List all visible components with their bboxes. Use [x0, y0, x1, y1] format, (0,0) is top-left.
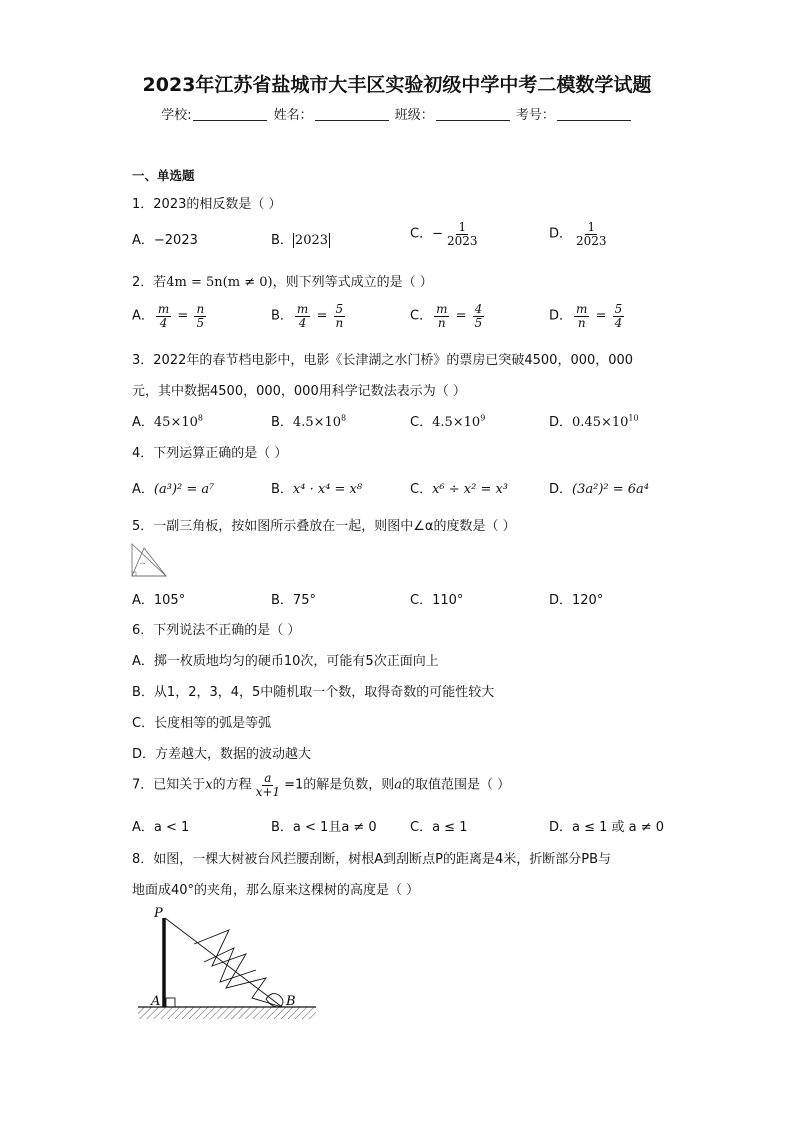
- q2-option-d: D． $\frac{m}{n}$ = $\frac{5}{4}$: [549, 302, 623, 330]
- q3-option-d: D．$0.45\times 10^{10}$: [549, 413, 639, 430]
- q7-fraction: $\frac{a}{x+1}$: [255, 771, 281, 799]
- question-3-line-2: 元，其中数据4500，000，000用科学记数法表示为（ ）: [132, 384, 466, 399]
- label-p: P: [154, 906, 163, 921]
- q1-option-a: A．−2023: [132, 233, 198, 248]
- section-heading: 一、单选题: [132, 168, 195, 183]
- q3-option-c: C．$4.5\times 10^9$: [410, 413, 486, 430]
- question-1-stem: 1．2023的相反数是（ ）: [132, 197, 282, 212]
- q6-option-d: D．方差越大，数据的波动越大: [132, 747, 312, 762]
- class-blank[interactable]: [436, 108, 510, 121]
- page-title: 2023年江苏省盐城市大丰区实验初级中学中考二模数学试题: [142, 74, 652, 96]
- question-4-stem: 4．下列运算正确的是（ ）: [132, 446, 288, 461]
- q6-option-a: A．掷一枚质地均匀的硬币10次，可能有5次正面向上: [132, 654, 439, 669]
- q1-c-fraction: $\frac{1}{2023}$: [446, 220, 478, 248]
- school-label: 学校:: [161, 108, 192, 123]
- name-label: 姓名：: [273, 108, 313, 123]
- q4-option-c: C．x⁶ ÷ x² = x³: [410, 482, 509, 497]
- question-5-stem: 5．一副三角板，按如图所示叠放在一起，则图中∠α的度数是（ ）: [132, 519, 516, 534]
- question-3-line-1: 3．2022年的春节档电影中，电影《长津湖之水门桥》的票房已突破4500，000，000: [132, 353, 634, 368]
- q3-option-a: A．$45\times 10^8$: [132, 413, 203, 430]
- question-6-stem: 6．下列说法不正确的是（ ）: [132, 623, 301, 638]
- exam-number-blank[interactable]: [557, 108, 631, 121]
- q7-option-a: A．a < 1: [132, 820, 190, 835]
- q2-option-c: C． $\frac{m}{n}$ = $\frac{4}{5}$: [410, 302, 483, 330]
- q5-option-a: A．105°: [132, 593, 186, 608]
- q2-option-b: B． $\frac{m}{4}$ = $\frac{5}{n}$: [271, 302, 344, 330]
- school-blank[interactable]: [193, 108, 267, 121]
- q4-option-b: B．x⁴ · x⁴ = x⁸: [271, 482, 363, 497]
- question-8-line-2: 地面成40°的夹角，那么原来这棵树的高度是（ ）: [132, 883, 420, 898]
- broken-part-pb: [165, 918, 282, 1007]
- q6-option-c: C．长度相等的弧是等弧: [132, 716, 272, 731]
- q6-option-b: B．从1，2，3，4，5中随机取一个数，取得奇数的可能性较大: [132, 685, 495, 700]
- label-b: B: [286, 994, 296, 1009]
- name-blank[interactable]: [315, 108, 389, 121]
- exam-number-label: 考号：: [515, 108, 555, 123]
- question-7-stem: 7．已知关于x的方程 $\frac{a}{x+1}$ =1的解是负数，则a的取值范围是（ ）: [132, 771, 511, 799]
- q1-option-b: B． 2023: [271, 233, 329, 248]
- question-8-line-1: 8．如图，一棵大树被台风拦腰刮断，树根A到刮断点P的距离是4米，折断部分PB与: [132, 852, 612, 867]
- q1-d-fraction: $\frac{1}{2023}$: [576, 220, 607, 248]
- q5-option-b: B．75°: [271, 593, 316, 608]
- right-angle-mark: [166, 998, 175, 1007]
- class-label: 班级：: [394, 108, 434, 123]
- q7-option-c: C．a ≤ 1: [410, 820, 468, 835]
- q1-abs-value: 2023: [294, 233, 329, 248]
- q1-option-d: D． $\frac{1}{2023}$: [549, 220, 607, 248]
- triangle-rulers-figure: [130, 542, 170, 578]
- label-a: A: [151, 994, 161, 1009]
- broken-tree-figure: [134, 904, 320, 1026]
- q4-option-a: A．(a³)² = a⁷: [132, 482, 215, 497]
- q4-option-d: D．(3a²)² = 6a⁴: [549, 482, 649, 497]
- q1-option-c: C．− $\frac{1}{2023}$: [410, 220, 478, 248]
- q7-option-d: D．a ≤ 1 或 a ≠ 0: [549, 820, 665, 835]
- q3-option-b: B．$4.5\times 10^8$: [271, 413, 347, 430]
- student-info-row: [0, 104, 794, 123]
- q2-option-a: A． $\frac{m}{4}$ = $\frac{n}{5}$: [132, 302, 205, 330]
- q7-option-b: B．a < 1且a ≠ 0: [271, 820, 377, 835]
- question-2-stem: 2．若4m = 5n(m ≠ 0)，则下列等式成立的是（ ）: [132, 275, 433, 290]
- q5-option-d: D．120°: [549, 593, 604, 608]
- q5-option-c: C．110°: [410, 593, 464, 608]
